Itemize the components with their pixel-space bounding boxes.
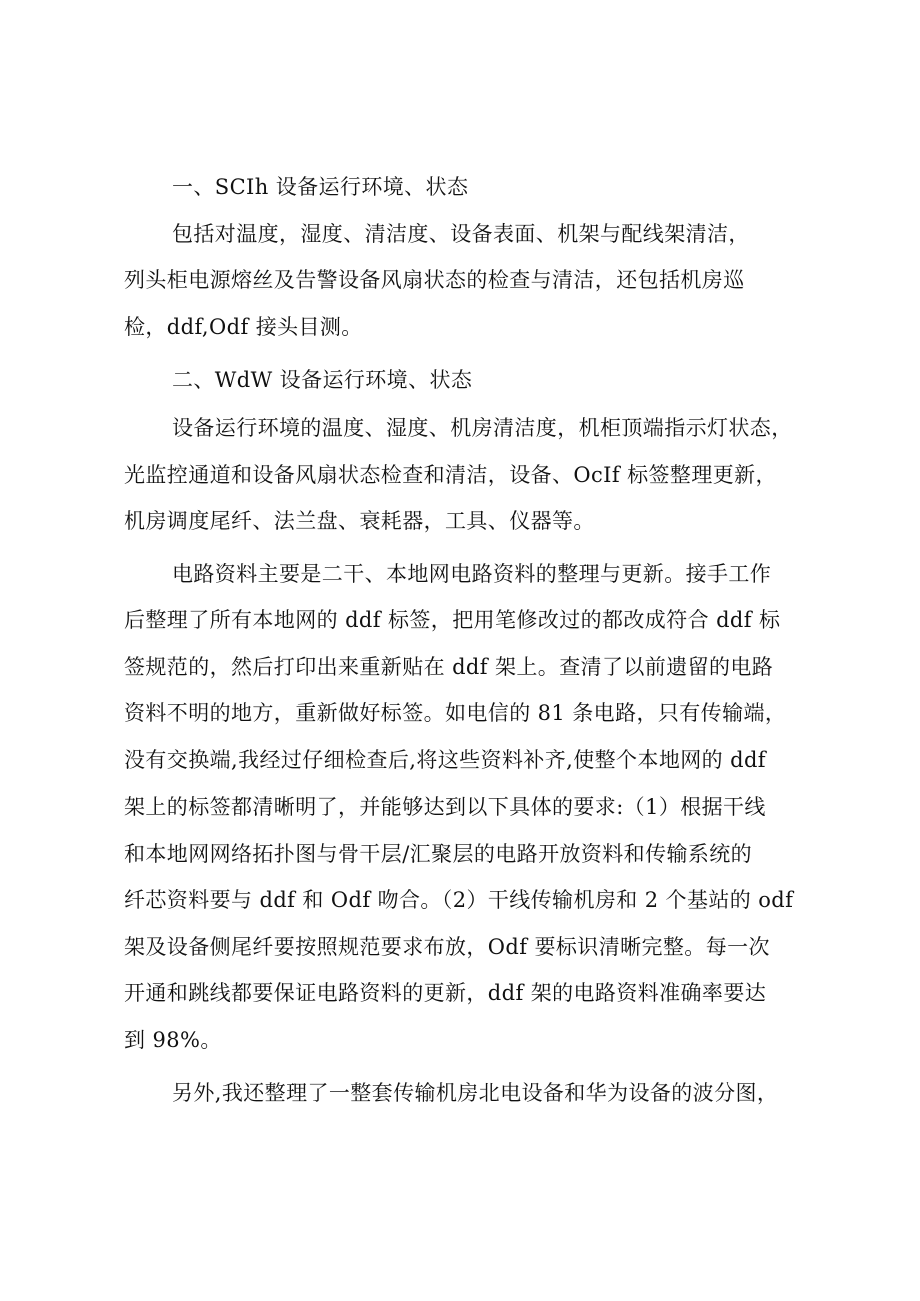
- paragraph-line: 光监控通道和设备风扇状态检查和清洁，设备、OcIf 标签整理更新，: [124, 463, 777, 487]
- paragraph-line: 检，ddf,Odf 接头目测。: [124, 315, 363, 339]
- paragraph-line: 电路资料主要是二干、本地网电路资料的整理与更新。接手工作: [172, 562, 772, 586]
- paragraph-line: 没有交换端,我经过仔细检查后,将这些资料补齐,使整个本地网的 ddf: [124, 748, 766, 772]
- paragraph-line: 资料不明的地方，重新做好标签。如电信的 81 条电路，只有传输端，: [124, 701, 787, 725]
- paragraph-line: 机房调度尾纤、法兰盘、衰耗器，工具、仪器等。: [124, 509, 595, 533]
- paragraph-line: 到 98%。: [124, 1028, 222, 1052]
- paragraph-line: 架及设备侧尾纤要按照规范要求布放，Odf 要标识清晰完整。每一次: [124, 935, 770, 959]
- paragraph-line: 另外,我还整理了一整套传输机房北电设备和华为设备的波分图，: [172, 1081, 779, 1105]
- paragraph-line: 后整理了所有本地网的 ddf 标签，把用笔修改过的都改成符合 ddf 标: [124, 608, 781, 632]
- paragraph-line: 包括对温度，湿度、清洁度、设备表面、机架与配线架清洁，: [172, 222, 750, 246]
- paragraph-line: 签规范的，然后打印出来重新贴在 ddf 架上。查清了以前遗留的电路: [124, 655, 774, 679]
- paragraph-line: 开通和跳线都要保证电路资料的更新，ddf 架的电路资料准确率要达: [124, 981, 767, 1005]
- paragraph-line: 和本地网网络拓扑图与骨干层/汇聚层的电路开放资料和传输系统的: [124, 842, 753, 866]
- paragraph-line: 架上的标签都清晰明了，并能够达到以下具体的要求:（1）根据干线: [124, 795, 766, 819]
- section-1-heading: 一、SCIh 设备运行环境、状态: [172, 175, 469, 199]
- paragraph-line: 列头柜电源熔丝及告警设备风扇状态的检查与清洁，还包括机房巡: [124, 268, 745, 292]
- section-2-heading: 二、WdW 设备运行环境、状态: [172, 368, 473, 392]
- paragraph-line: 设备运行环境的温度、湿度、机房清洁度，机柜顶端指示灯状态，: [172, 416, 793, 440]
- paragraph-line: 纤芯资料要与 ddf 和 Odf 吻合。（2）干线传输机房和 2 个基站的 odf: [124, 888, 794, 912]
